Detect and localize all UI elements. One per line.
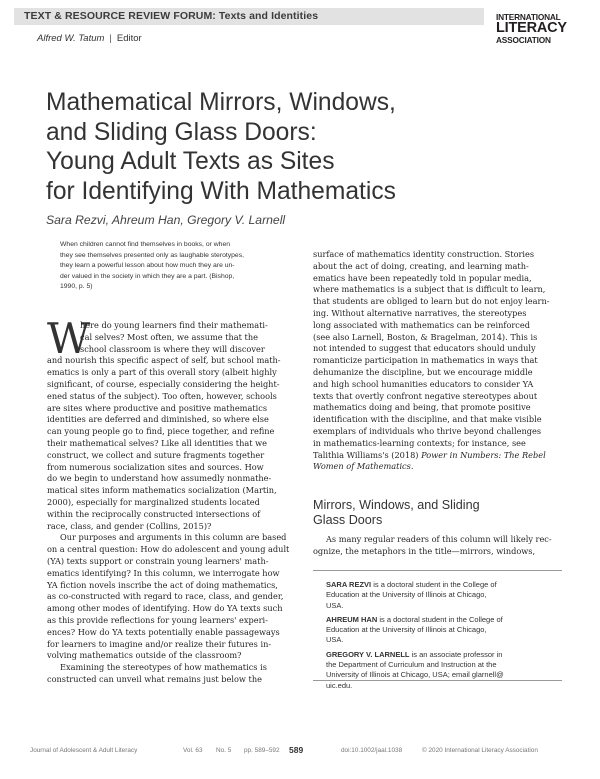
epigraph — [60, 240, 300, 293]
bio-text: is a doctoral student in the College of — [371, 580, 497, 589]
article-authors: Sara Rezvi, Ahreum Han, Gregory V. Larnell — [46, 213, 286, 227]
editor-credit — [37, 33, 142, 44]
body-line: 2000), especially for marginalized students located — [47, 496, 260, 507]
body-line: surface of mathematics identity construction. Stories — [313, 249, 535, 259]
bio-entry — [326, 580, 556, 611]
body-line: dehumanize the discipline, but we encourage middle — [313, 366, 533, 377]
body-line: not intended to suggest that educators should unduly — [313, 343, 536, 354]
right-column — [313, 249, 563, 473]
book-title: Power in Numbers: The Rebel — [421, 449, 546, 460]
footer-number: No. 5 — [216, 747, 232, 754]
period: . — [410, 461, 414, 472]
body-line: constructed can unveil what remains just below the — [47, 673, 262, 684]
body-line: within the reciprocally constructed intersections of — [47, 508, 261, 519]
body-line — [313, 461, 563, 473]
body-line: for learners to imagine and/or realize their futures in- — [47, 638, 272, 649]
section-heading — [313, 498, 563, 528]
logo-line-2: LITERACY — [496, 20, 567, 37]
article-title — [46, 88, 566, 206]
title-line: Mathematical Mirrors, Windows, — [46, 89, 396, 116]
body-line: among other modes of identifying. How do YA texts such — [47, 603, 283, 614]
body-line: mathematics doing and being, that promote positive — [313, 402, 531, 413]
body-line: on a central question: How do adolescent and young adult — [47, 544, 290, 555]
bio-divider-top — [313, 570, 562, 571]
page-number: 589 — [289, 745, 304, 755]
title-line: and Sliding Glass Doors: — [46, 118, 317, 146]
body-line: ing. Without alternative narratives, the stereotypes — [313, 307, 527, 318]
ila-logo — [496, 13, 576, 44]
footer-copyright: © 2020 International Literacy Association — [422, 747, 538, 754]
bio-line: Education at the University of Illinois at Chicago, — [326, 590, 487, 600]
bio-name: AHREUM HAN — [326, 614, 378, 624]
body-line: construct, we collect and suture fragments together — [47, 449, 265, 460]
body-line: here do young learners find their mathemati- — [80, 320, 268, 330]
body-line: ognize, the metaphors in the title—mirrors, windows, — [313, 545, 536, 556]
body-line: ences? How do YA texts potentially enable passageways — [47, 626, 280, 637]
epigraph-line: they learn a powerful lesson about how much they are un- — [60, 262, 235, 270]
body-line: exemplars of individuals who thrive beyond challenges — [313, 425, 542, 436]
bio-entry — [326, 615, 556, 646]
body-line: and high school humanities educators to consider YA — [313, 378, 534, 389]
editor-role: Editor — [116, 33, 142, 44]
body-line: identification with the discipline, and that make visible — [313, 414, 542, 425]
footer-doi: doi:10.1002/jaal.1038 — [341, 747, 403, 754]
body-line: are sites where productive and positive mathematics — [47, 402, 268, 413]
heading-line: Glass Doors — [313, 513, 383, 527]
body-line: about the act of doing, creating, and learning math- — [313, 260, 529, 271]
body-line: identities are deferred and diminished, so where else — [47, 414, 269, 425]
body-line: race, class, and gender (Collins, 2015)? — [47, 520, 212, 531]
body-line: ematics identifying? In this column, we interrogate how — [47, 567, 280, 578]
body-line: long associated with mathematics can be reinforced — [313, 319, 530, 330]
body-line: ened status of the subject). Too often, however, schools — [47, 390, 277, 401]
body-line: and nourish this specific aspect of self, but school math- — [47, 355, 281, 366]
body-line: texts that overtly confront negative stereotypes about — [313, 390, 538, 401]
body-line: (YA) texts support or constrain young learners' math- — [47, 555, 269, 566]
footer-journal: Journal of Adolescent & Adult Literacy — [30, 747, 138, 754]
bio-line — [326, 615, 556, 625]
body-line: YA fiction novels inscribe the act of doing mathematics, — [47, 579, 278, 590]
body-line: significant, of course, especially considering the height- — [47, 378, 280, 389]
logo-line-1: INTERNATIONAL — [496, 12, 561, 22]
bio-line — [326, 650, 556, 660]
footer-pages: pp. 589–592 — [244, 747, 280, 754]
epigraph-line: they see themselves presented only as laughable sterotypes, — [60, 251, 245, 259]
bio-line: the Department of Curriculum and Instruction at the — [326, 660, 497, 670]
bio-line: USA. — [326, 600, 344, 610]
body-line: school classroom is where they will discover — [80, 343, 265, 354]
bio-line: University of Illinois at Chicago, USA; email glarnell@ — [326, 670, 504, 680]
left-p1 — [47, 314, 297, 532]
right-column-cont — [313, 534, 563, 558]
epigraph-line: When children cannot find themselves in books, or when — [60, 241, 231, 248]
body-line: cal selves? Most often, we assume that the — [80, 331, 258, 342]
body-line: can young people go to find, piece together, and refine — [47, 426, 275, 437]
heading-line: Mirrors, Windows, and Sliding — [313, 498, 480, 512]
body-line: in mathematics-learning contexts; for instance, see — [313, 437, 526, 448]
editor-separator: | — [109, 33, 112, 44]
bio-line: uic.edu. — [326, 680, 353, 690]
body-line: do we begin to understand how assumedly nonmathe- — [47, 473, 272, 484]
body-line: from numerous socialization sites and sources. How — [47, 461, 264, 472]
left-p3 — [47, 662, 297, 686]
body-line: (see also Larnell, Boston, & Bragelman, 2014). This is — [313, 331, 538, 342]
bio-divider-bottom — [313, 680, 562, 681]
body-line: ematics is only a part of this overall story (albeit highly — [47, 367, 277, 378]
citation-text: Talithia Williams's (2018) — [313, 449, 422, 460]
body-line — [313, 450, 563, 462]
body-line: Our purposes and arguments in this column are based — [60, 532, 287, 543]
drop-cap: W — [47, 314, 91, 363]
body-line: as this provide reflections for young learners' experi- — [47, 614, 268, 625]
logo-line-3: ASSOCIATION — [496, 34, 551, 45]
bio-name: SARA REZVI — [326, 580, 372, 589]
body-line: matical sites inform mathematics socialization (Martin, — [47, 485, 277, 496]
title-line: for Identifying With Mathematics — [46, 177, 396, 205]
bio-name: GREGORY V. LARNELL — [326, 649, 410, 659]
editor-name: Alfred W. Tatum — [37, 33, 105, 44]
book-title-cont: Women of Mathematics — [313, 461, 411, 472]
left-p2 — [47, 532, 297, 662]
bio-entry — [326, 650, 556, 691]
footer-volume: Vol. 63 — [183, 747, 203, 754]
left-column — [47, 314, 297, 686]
body-line: ematics have been repeatedly told in popular media, — [313, 272, 532, 283]
body-line: volving mathematics outside of the classroom? — [47, 650, 242, 661]
bio-line: USA. — [326, 635, 344, 645]
bio-line — [326, 580, 556, 590]
body-line: where mathematics is a subject that is difficult to learn, — [313, 284, 546, 295]
body-line: As many regular readers of this column will likely rec- — [326, 534, 552, 544]
body-line: their mathematical selves? Like all identities that we — [47, 437, 267, 448]
bio-text: is a doctoral student in the College of — [377, 614, 503, 624]
body-line: Examining the stereotypes of how mathematics is — [60, 662, 267, 673]
epigraph-line: der valued in the society in which they are a part. (Bishop, — [60, 272, 235, 280]
body-line: that students are obliged to learn but do not enjoy learn- — [313, 296, 550, 307]
body-line: as co-constructed with regard to race, class, and gender, — [47, 591, 284, 602]
bio-line: Education at the University of Illinois at Chicago, — [326, 625, 487, 635]
author-bios — [326, 580, 556, 695]
forum-title: TEXT & RESOURCE REVIEW FORUM: Texts and Identities — [24, 10, 319, 22]
title-line: Young Adult Texts as Sites — [46, 148, 335, 175]
bio-text: is an associate professor in — [409, 649, 503, 659]
epigraph-line: 1990, p. 5) — [60, 283, 93, 291]
body-line: romanticize participation in mathematics in ways that — [313, 355, 538, 366]
